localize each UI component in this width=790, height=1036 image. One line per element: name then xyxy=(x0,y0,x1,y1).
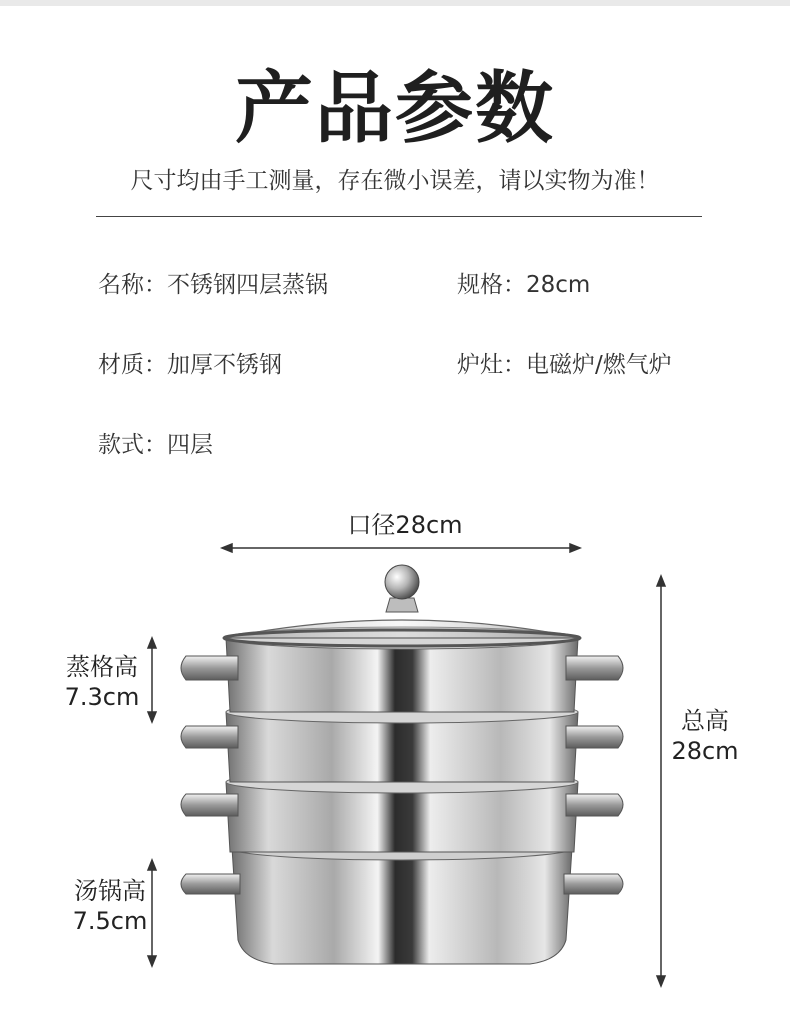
measurement-disclaimer: 尺寸均由手工测量，存在微小误差，请以实物为准！ xyxy=(130,168,660,194)
soup-pot-height-title: 汤锅高 xyxy=(74,877,146,905)
steamer-tier-2 xyxy=(181,701,623,782)
top-divider-bar xyxy=(0,0,790,6)
spec-style: 款式：四层 xyxy=(98,432,213,458)
steamer-height-value: 7.3cm xyxy=(64,683,140,711)
diameter-arrow xyxy=(222,544,580,552)
soup-pot-height-arrow xyxy=(148,860,156,966)
total-height-value: 28cm xyxy=(671,737,739,765)
steamer-tier-1 xyxy=(181,627,623,712)
steamer-tier-3 xyxy=(181,771,623,852)
spec-material: 材质：加厚不锈钢 xyxy=(98,352,282,378)
steamer-pot-illustration xyxy=(0,490,790,1036)
soup-pot-height-value: 7.5cm xyxy=(72,907,148,935)
section-divider xyxy=(96,216,702,217)
product-dimension-diagram xyxy=(0,490,790,1036)
glass-lid xyxy=(224,565,580,646)
diameter-label: 口径28cm xyxy=(347,511,463,539)
spec-stove: 炉灶：电磁炉/燃气炉 xyxy=(457,352,672,378)
spec-name: 名称：不锈钢四层蒸锅 xyxy=(98,272,328,298)
spec-size: 规格：28cm xyxy=(457,272,591,298)
total-height-arrow xyxy=(657,576,665,986)
steamer-height-arrow xyxy=(148,638,156,722)
soup-pot xyxy=(181,836,623,964)
lid-knob-icon xyxy=(385,565,419,599)
steamer-height-title: 蒸格高 xyxy=(66,653,138,681)
page-title: 产品参数 xyxy=(234,63,555,154)
total-height-title: 总高 xyxy=(681,707,729,735)
